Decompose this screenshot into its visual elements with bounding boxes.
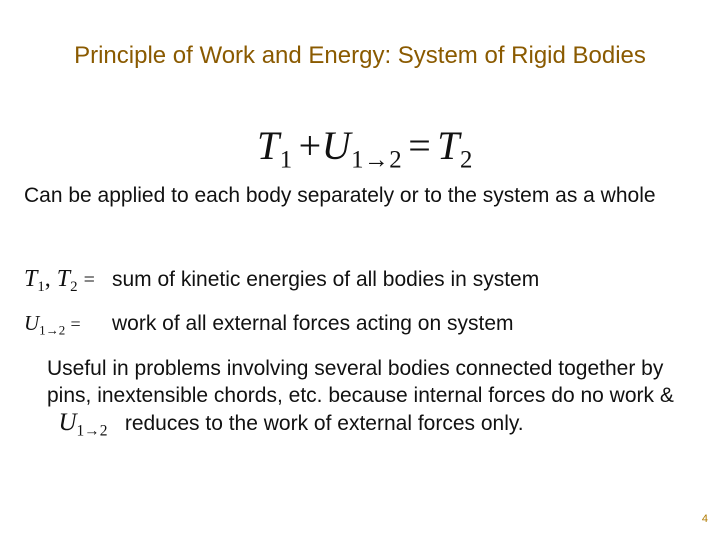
main-equation bbox=[257, 122, 473, 174]
t2-subscript: 2 bbox=[460, 146, 473, 174]
t1-symbol: T bbox=[24, 266, 38, 292]
usefulness-paragraph bbox=[47, 355, 687, 440]
t2-subscript: 2 bbox=[70, 279, 78, 296]
u-symbol: U bbox=[321, 123, 352, 168]
t2-symbol: T bbox=[56, 266, 71, 292]
slide-title: Principle of Work and Energy: System of Rigid Bodies bbox=[74, 42, 646, 69]
t1-subscript: 1 bbox=[37, 279, 45, 296]
equals-sign: = bbox=[70, 314, 81, 334]
u-subscript: 1→2 bbox=[39, 322, 66, 338]
t1-subscript: 1 bbox=[279, 146, 293, 174]
definition-symbol-u bbox=[24, 311, 81, 336]
inline-u-symbol bbox=[47, 409, 119, 440]
t2-symbol: T bbox=[437, 123, 461, 168]
u-symbol: U bbox=[58, 409, 77, 436]
page-number: 4 bbox=[701, 513, 708, 525]
definition-symbol-t bbox=[24, 266, 95, 296]
u-symbol: U bbox=[24, 311, 40, 335]
definition-text-t: sum of kinetic energies of all bodies in system bbox=[112, 268, 540, 291]
definition-text-u: work of all external forces acting on system bbox=[112, 312, 514, 335]
equals-sign: = bbox=[408, 123, 432, 168]
t1-symbol: T bbox=[257, 123, 280, 168]
comma: , bbox=[44, 266, 51, 292]
u-subscript: 1→2 bbox=[76, 422, 108, 440]
plus-sign: + bbox=[298, 123, 322, 168]
paragraph-text-before: Useful in problems involving several bodies connected together by pins, inextensible chords, etc. because internal forces do no work & bbox=[47, 357, 674, 407]
intro-text: Can be applied to each body separately or to the system as a whole bbox=[24, 184, 656, 207]
equals-sign: = bbox=[83, 269, 95, 291]
u-subscript: 1→2 bbox=[351, 146, 403, 174]
paragraph-text-after: reduces to the work of external forces only. bbox=[119, 412, 524, 435]
